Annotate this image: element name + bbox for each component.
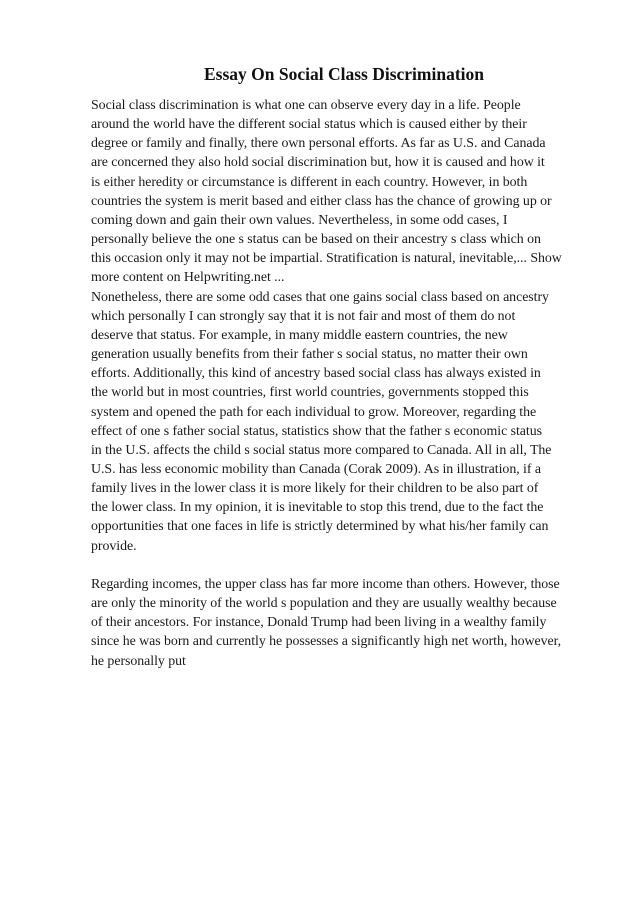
paragraph-spacer [91,556,601,575]
text-line: coming down and gain their own values. Nevertheless, in some odd cases, I [91,212,508,228]
text-line: since he was born and currently he possesses a significantly high net worth, however, [91,634,562,650]
text-line: Regarding incomes, the upper class has far more income than others. However, those [91,576,560,592]
text-line: the world but in most countries, first world countries, governments stopped this [91,385,529,401]
text-line: deserve that status. For example, in many middle eastern countries, the new [91,327,508,343]
text-line: personally believe the one s status can be based on their ancestry s class which on [91,232,541,248]
document-body [91,96,601,671]
text-line: this occasion only it may not be impartial. Stratification is natural, inevitable,... Show [91,251,562,267]
text-line: the lower class. In my opinion, it is inevitable to stop this trend, due to the fact the [91,500,544,516]
text-line: U.S. has less economic mobility than Canada (Corak 2009). As in illustration, if a [91,461,541,477]
text-line: is either heredity or circumstance is different in each country. However, in both [91,174,528,190]
text-line: effect of one s father social status, statistics show that the father s economic status [91,423,542,439]
text-line: countries the system is merit based and either class has the chance of growing up or [91,193,552,209]
text-line: more content on Helpwriting.net ... [91,270,285,286]
text-line: are concerned they also hold social discrimination but, how it is caused and how it [91,155,545,171]
text-line: efforts. Additionally, this kind of ancestry based social class has always existed in [91,366,541,382]
paragraph-1 [91,96,601,288]
text-line: Social class discrimination is what one can observe every day in a life. People [91,98,521,113]
text-line: family lives in the lower class it is more likely for their children to be also part of [91,481,539,497]
paragraph-2 [91,288,601,556]
text-line: generation usually benefits from their father s social status, no matter their own [91,347,528,363]
text-line: degree or family and finally, there own personal efforts. As far as U.S. and Canada [91,136,546,152]
document-title: Essay On Social Class Discrimination [203,64,485,84]
text-line: he personally put [91,653,186,669]
text-line: of their ancestors. For instance, Donald Trump had been living in a wealthy family [91,615,547,631]
text-line: are only the minority of the world s population and they are usually wealthy because [91,596,557,612]
text-line: Nonetheless, there are some odd cases that one gains social class based on ancestry [91,289,549,305]
text-line: in the U.S. affects the child s social status more compared to Canada. All in all, The [91,442,552,458]
paragraph-3 [91,575,601,671]
text-line: provide. [91,538,137,554]
text-line: system and opened the path for each individual to grow. Moreover, regarding the [91,404,537,420]
text-line: around the world have the different social status which is caused either by their [91,117,527,133]
text-line: which personally I can strongly say that it is not fair and most of them do not [91,308,516,324]
text-line: opportunities that one faces in life is strictly determined by what his/her family can [91,519,549,535]
